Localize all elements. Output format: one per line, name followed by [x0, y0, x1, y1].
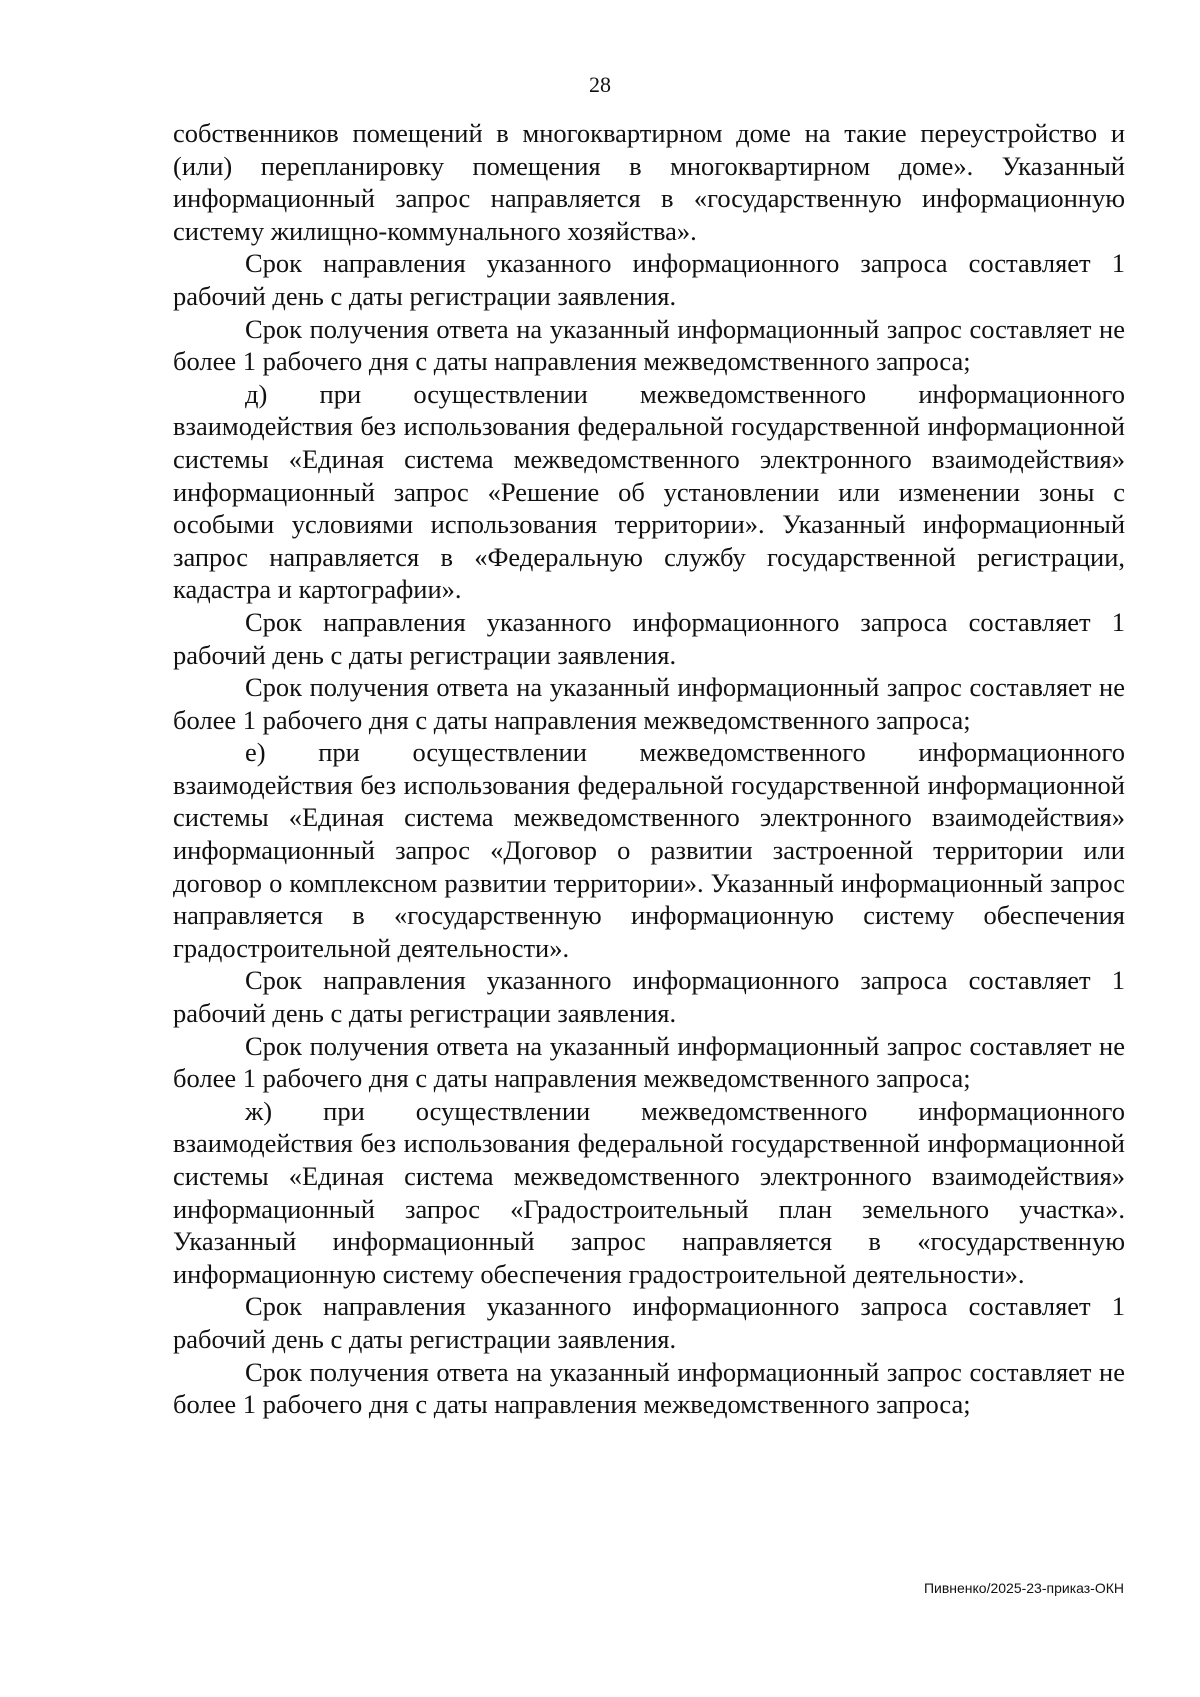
paragraph-item-zh: ж) при осуществлении межведомственного информационного взаимодействия без использования федеральной государственной информационной системы «Единая система межведомственного электронного взаимодействия» информационный запрос «Градостроительный план земельного участка». Указанный информационный запрос направляется в «государственную информационную систему обеспечения градостроительной деятельности».: [173, 1095, 1125, 1289]
paragraph-deadline-send: Срок направления указанного информационного запроса составляет 1 рабочий день с даты регистрации заявления.: [173, 606, 1125, 670]
paragraph-item-d: д) при осуществлении межведомственного информационного взаимодействия без использования федеральной государственной информационной системы «Единая система межведомственного электронного взаимодействия» информационный запрос «Решение об установлении или изменении зоны с особыми условиями использования территории». Указанный информационный запрос направляется в «Федеральную службу государственной регистрации, кадастра и картографии».: [173, 378, 1125, 605]
page-number: 28: [589, 72, 611, 97]
paragraph-item-e: е) при осуществлении межведомственного информационного взаимодействия без использования федеральной государственной информационной системы «Единая система межведомственного электронного взаимодействия» информационный запрос «Договор о развитии застроенной территории или договор о комплексном развитии территории». Указанный информационный запрос направляется в «государственную информационную систему обеспечения градостроительной деятельности».: [173, 737, 1125, 963]
paragraph-continuation: собственников помещений в многоквартирном доме на такие переустройство и (или) перепланировку помещения в многоквартирном доме». Указанный информационный запрос направляется в «государственную информационную систему жилищно-коммунального хозяйства».: [173, 118, 1125, 246]
paragraph-deadline-send: Срок направления указанного информационного запроса составляет 1 рабочий день с даты регистрации заявления.: [173, 1291, 1125, 1354]
footer-document-reference: Пивненко/2025-23-приказ-ОКН: [923, 1580, 1124, 1596]
paragraph-deadline-response: Срок получения ответа на указанный информационный запрос составляет не более 1 рабочего дня с даты направления межведомственного запроса;: [173, 1356, 1125, 1420]
paragraph-deadline-response: Срок получения ответа на указанный информационный запрос составляет не более 1 рабочего дня с даты направления межведомственного запроса;: [173, 1030, 1125, 1094]
paragraph-deadline-response: Срок получения ответа на указанный информационный запрос составляет не более 1 рабочего дня с даты направления межведомственного запроса;: [173, 313, 1125, 377]
paragraph-deadline-send: Срок направления указанного информационного запроса составляет 1 рабочий день с даты регистрации заявления.: [173, 965, 1125, 1029]
paragraph-deadline-send: Срок направления указанного информационного запроса составляет 1 рабочий день с даты регистрации заявления.: [173, 248, 1125, 311]
paragraph-deadline-response: Срок получения ответа на указанный информационный запрос составляет не более 1 рабочего дня с даты направления межведомственного запроса;: [173, 672, 1125, 735]
document-body: [173, 117, 1125, 1421]
